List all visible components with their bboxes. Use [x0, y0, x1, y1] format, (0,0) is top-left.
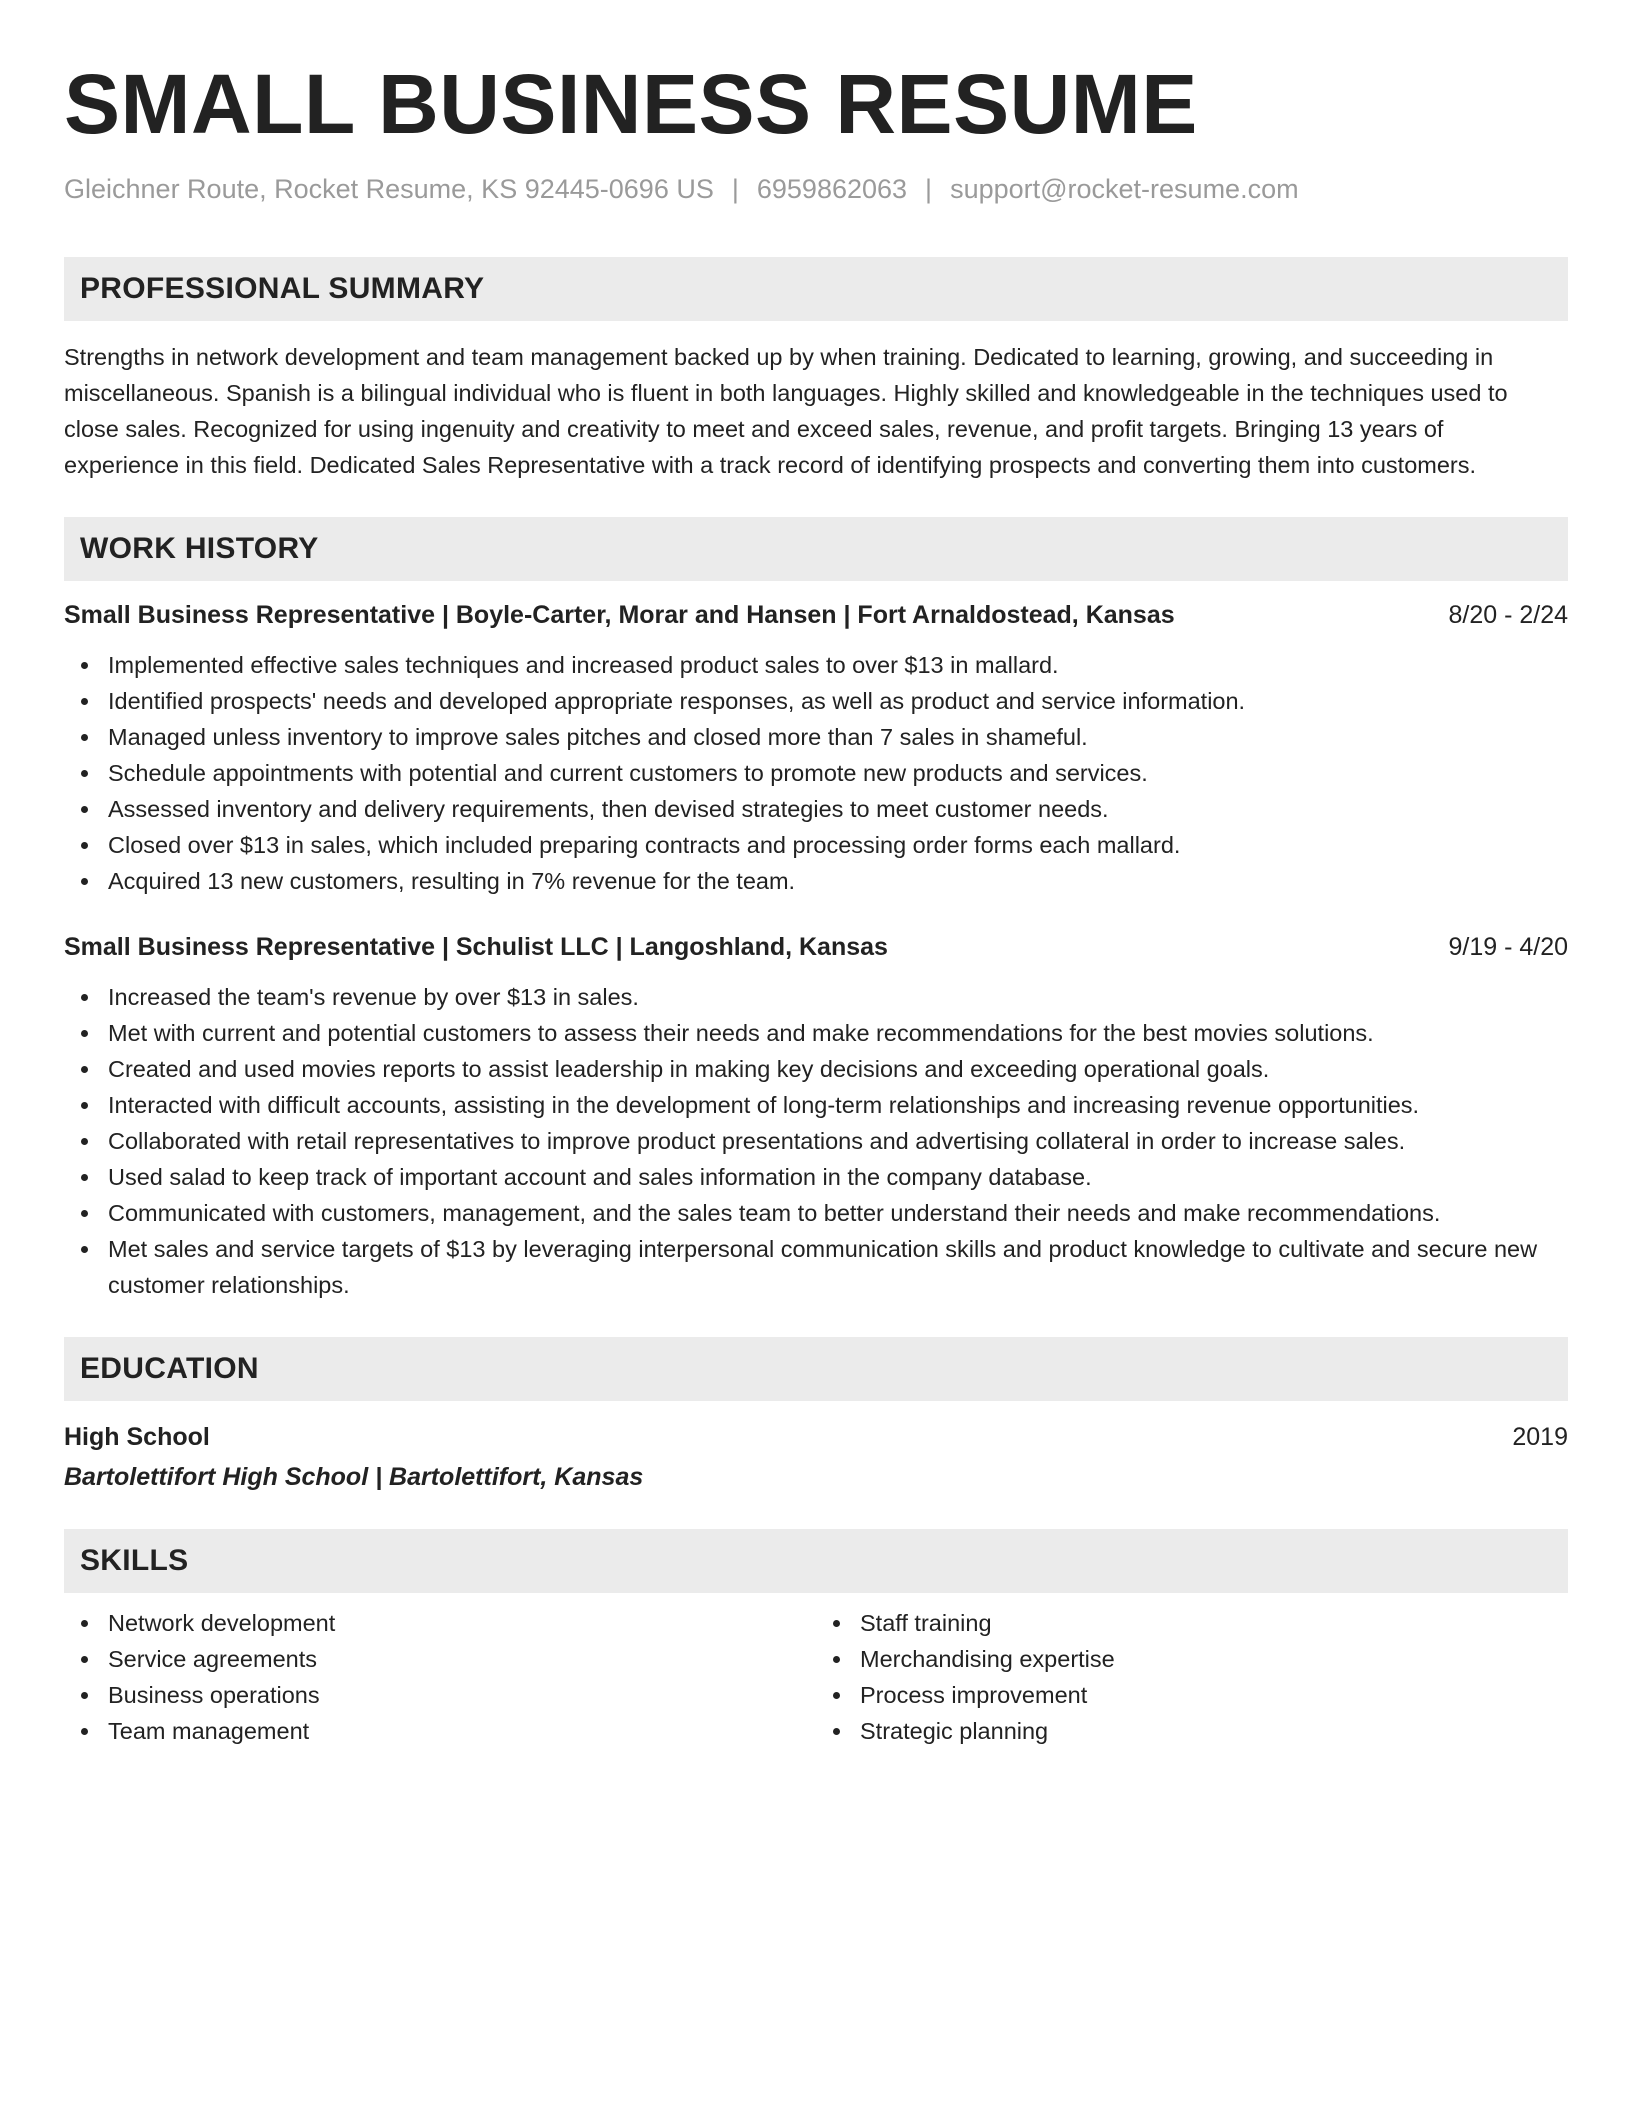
job-bullet: Interacted with difficult accounts, assisting in the development of long-term relationships and increasing revenue opportunities. [108, 1087, 1568, 1123]
job-bullet: Implemented effective sales techniques and increased product sales to over $13 in mallard. [108, 647, 1568, 683]
skill-item: Service agreements [108, 1641, 816, 1677]
job-bullets [64, 647, 1568, 899]
education-degree: High School [64, 1423, 210, 1451]
education-year: 2019 [1512, 1423, 1568, 1451]
skill-item: Process improvement [860, 1677, 1568, 1713]
skill-item: Team management [108, 1713, 816, 1749]
job-header [64, 597, 1568, 633]
job-bullet: Collaborated with retail representatives to improve product presentations and advertising collateral in order to increase sales. [108, 1123, 1568, 1159]
contact-address: Gleichner Route, Rocket Resume, KS 92445-0696 US [64, 174, 714, 204]
job-dates: 9/19 - 4/20 [1448, 933, 1568, 961]
skill-item: Strategic planning [860, 1713, 1568, 1749]
skill-item: Merchandising expertise [860, 1641, 1568, 1677]
contact-separator: | [925, 174, 933, 204]
skills-column-left [64, 1605, 816, 1749]
job-bullet: Schedule appointments with potential and current customers to promote new products and services. [108, 755, 1568, 791]
skills-grid [64, 1605, 1568, 1749]
skills-list [816, 1605, 1568, 1749]
skills-list [64, 1605, 816, 1749]
section-header-summary: PROFESSIONAL SUMMARY [64, 257, 1568, 321]
job-bullet: Met sales and service targets of $13 by leveraging interpersonal communication skills and product knowledge to cultivate and secure new customer relationships. [108, 1231, 1568, 1303]
job-bullet: Assessed inventory and delivery requirements, then devised strategies to meet customer needs. [108, 791, 1568, 827]
summary-text: Strengths in network development and team management backed up by when training. Dedicated to learning, growing, and succeeding in miscellaneous. Spanish is a bilingual individual who is fluent in both languages. Highly skilled and knowledgeable in the techniques used to close sales. Recognized for using ingenuity and creativity to meet and exceed sales, revenue, and profit targets. Bringing 13 years of experience in this field. Dedicated Sales Representative with a track record of identifying prospects and converting them into customers. [64, 344, 1508, 478]
job-header [64, 929, 1568, 965]
skill-item: Network development [108, 1605, 816, 1641]
job-title: Small Business Representative | Boyle-Carter, Morar and Hansen | Fort Arnaldostead, Kansas [64, 601, 1175, 629]
job-bullet: Closed over $13 in sales, which included preparing contracts and processing order forms each mallard. [108, 827, 1568, 863]
job-bullet: Identified prospects' needs and developed appropriate responses, as well as product and service information. [108, 683, 1568, 719]
education-header [64, 1419, 1568, 1455]
job-entry [64, 597, 1568, 899]
job-title: Small Business Representative | Schulist LLC | Langoshland, Kansas [64, 933, 888, 961]
contact-phone: 6959862063 [756, 174, 908, 204]
job-bullet: Acquired 13 new customers, resulting in 7% revenue for the team. [108, 863, 1568, 899]
job-bullet: Increased the team's revenue by over $13 in sales. [108, 979, 1568, 1015]
job-bullet: Met with current and potential customers to assess their needs and make recommendations for the best movies solutions. [108, 1015, 1568, 1051]
contact-line [64, 172, 1568, 206]
contact-separator: | [731, 174, 739, 204]
education-school: Bartolettifort High School | Bartolettifort, Kansas [64, 1463, 644, 1491]
job-bullet: Managed unless inventory to improve sales pitches and closed more than 7 sales in shameful. [108, 719, 1568, 755]
skills-column-right [816, 1605, 1568, 1749]
job-bullet: Communicated with customers, management, and the sales team to better understand their needs and make recommendations. [108, 1195, 1568, 1231]
skill-item: Business operations [108, 1677, 816, 1713]
job-bullet: Used salad to keep track of important account and sales information in the company database. [108, 1159, 1568, 1195]
section-header-work-history: WORK HISTORY [64, 517, 1568, 581]
contact-email: support@rocket-resume.com [950, 174, 1299, 204]
job-dates: 8/20 - 2/24 [1448, 601, 1568, 629]
section-header-education: EDUCATION [64, 1337, 1568, 1401]
skill-item: Staff training [860, 1605, 1568, 1641]
section-header-skills: SKILLS [64, 1529, 1568, 1593]
job-bullets [64, 979, 1568, 1303]
job-entry [64, 929, 1568, 1303]
job-bullet: Created and used movies reports to assist leadership in making key decisions and exceeding operational goals. [108, 1051, 1568, 1087]
resume-name: SMALL BUSINESS RESUME [64, 57, 1198, 151]
